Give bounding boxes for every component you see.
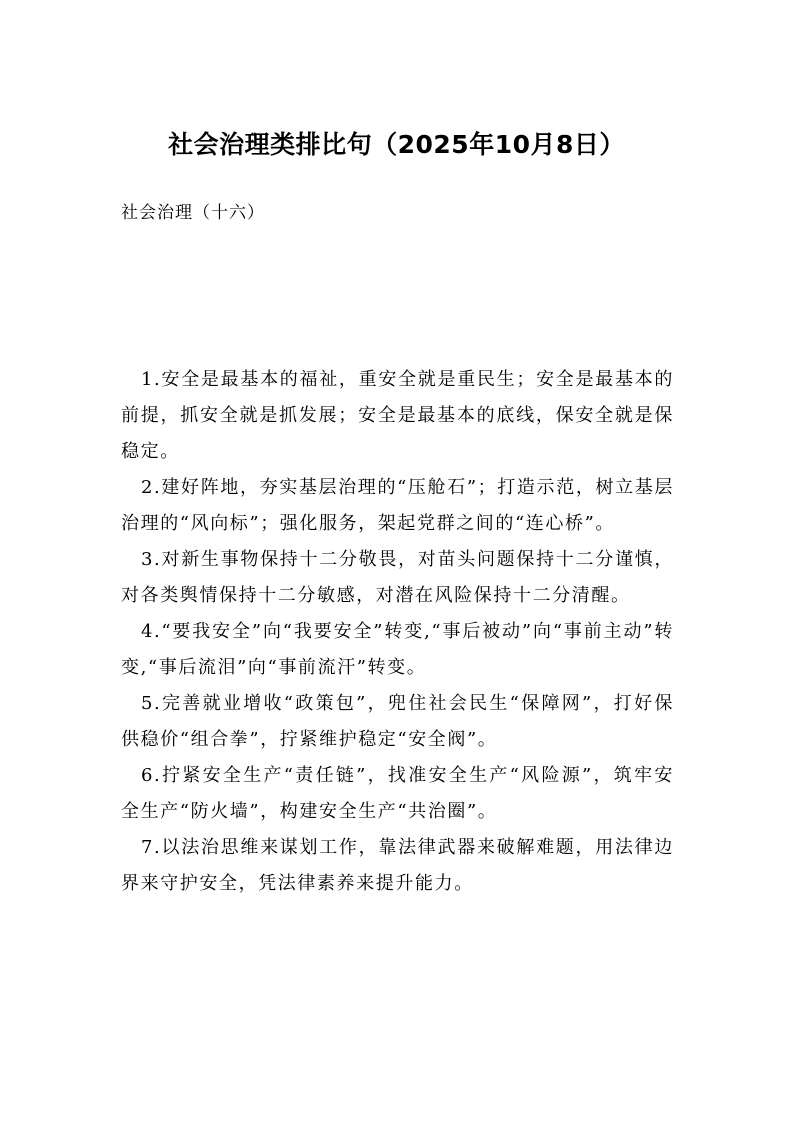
paragraph-6: 6.拧紧安全生产“责任链”，找准安全生产“风险源”，筑牢安全生产“防火墙”，构建安全生产“共治圈”。 (121, 765, 674, 822)
document-title: 社会治理类排比句（2025年10月8日） (168, 130, 625, 159)
paragraph-7: 7.以法治思维来谋划工作，靠法律武器来破解难题，用法律边界来守护安全，凭法律素养来提升能力。 (121, 837, 674, 894)
paragraph-5: 5.完善就业增收“政策包”，兜住社会民生“保障网”，打好保供稳价“组合拳”，拧紧维护稳定“安全阀”。 (121, 693, 674, 750)
paragraph-2: 2.建好阵地，夯实基层治理的“压舱石”；打造示范，树立基层治理的“风向标”；强化服务，架起党群之间的“连心桥”。 (121, 477, 674, 534)
document-body (121, 362, 674, 902)
document-subtitle: 社会治理（十六） (121, 203, 265, 223)
paragraph-3: 3.对新生事物保持十二分敬畏，对苗头问题保持十二分谨慎，对各类舆情保持十二分敏感，对潜在风险保持十二分清醒。 (121, 549, 674, 606)
paragraph-1: 1.安全是最基本的福祉，重安全就是重民生；安全是最基本的前提，抓安全就是抓发展；安全是最基本的底线，保安全就是保稳定。 (121, 369, 674, 462)
paragraph-4: 4.“要我安全”向“我要安全”转变,“事后被动”向“事前主动”转变,“事后流泪”向“事前流汗”转变。 (121, 621, 674, 678)
